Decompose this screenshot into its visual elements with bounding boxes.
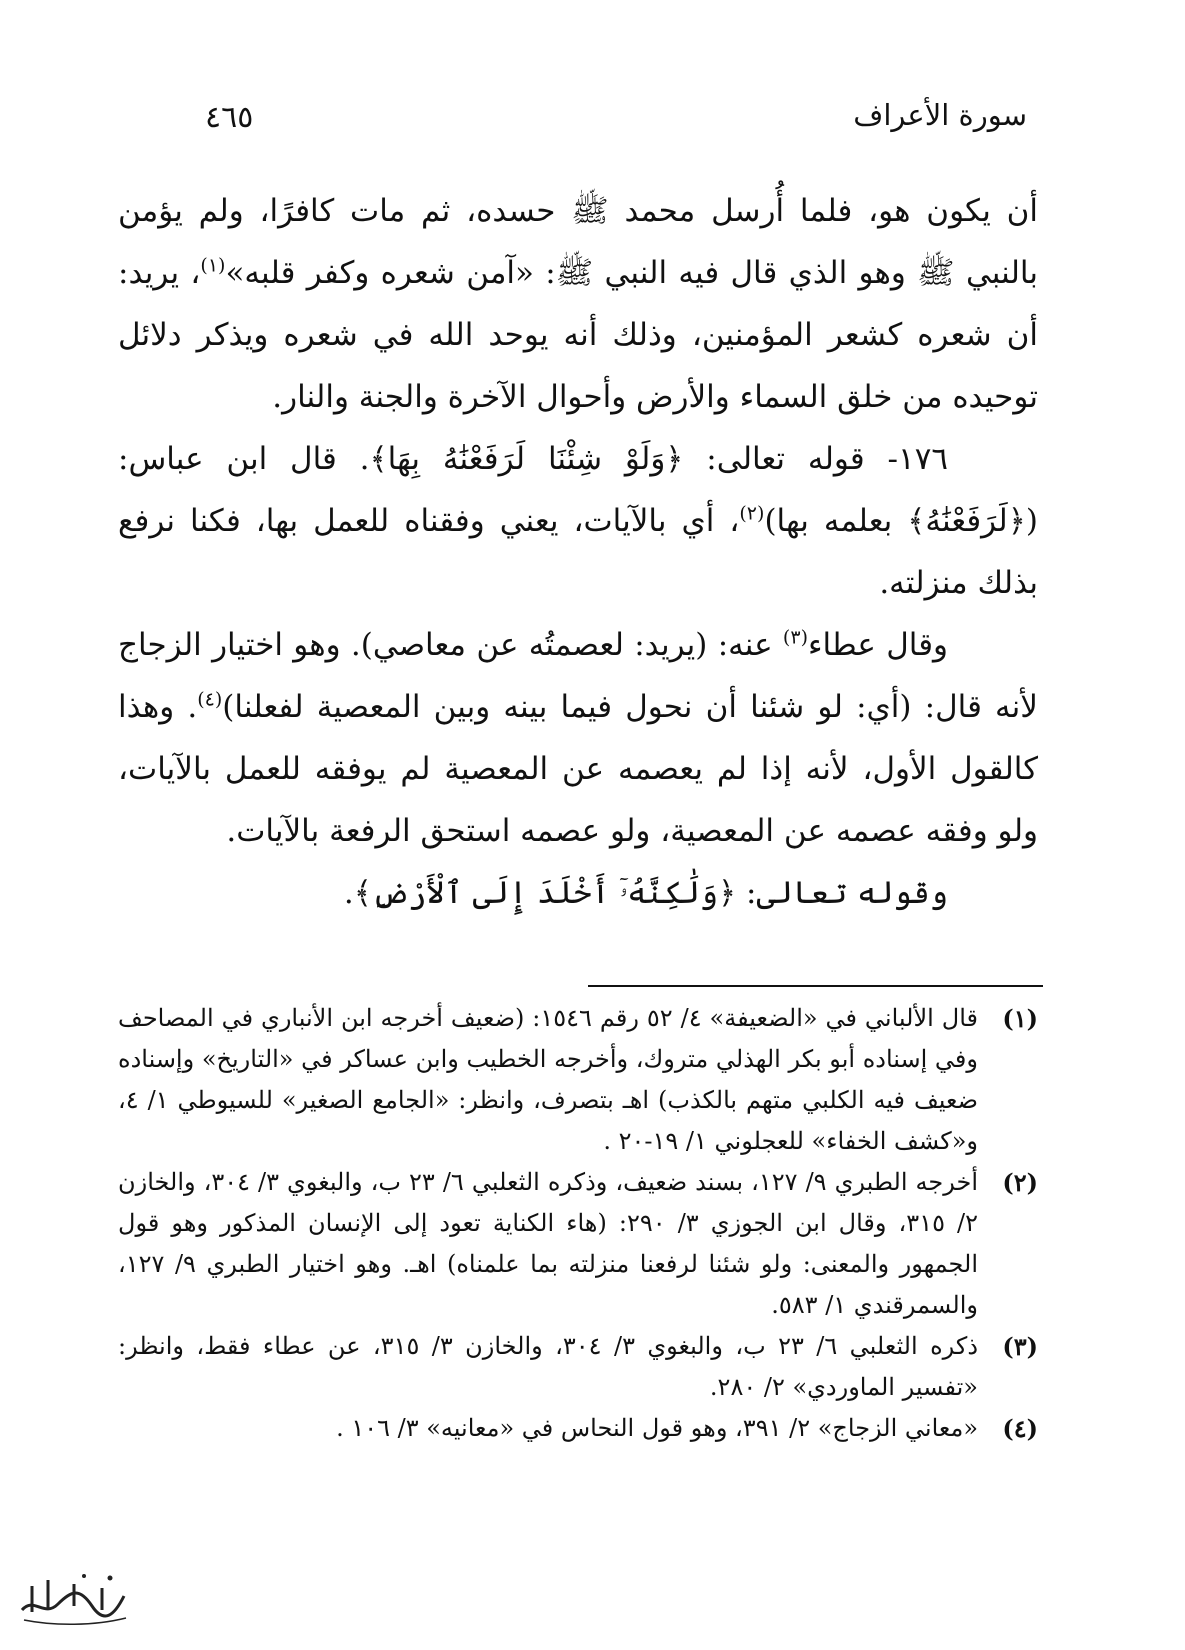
paragraph-2-text: ١٧٦- قوله تعالى: ﴿وَلَوْ شِئْنَا لَرَفَعْنَٰهُ بِهَا﴾. قال ابن عباس: (﴿لَرَفَعْنَٰهُ﴾ بعلمه بها) (118, 441, 1038, 539)
footnote-1 (118, 998, 1038, 1162)
footnote-text: «معاني الزجاج» ٢/ ٣٩١، وهو قول النحاس في «معانيه» ٣/ ١٠٦ . (336, 1414, 978, 1442)
footnote-text: أخرجه الطبري ٩/ ١٢٧، بسند ضعيف، وذكره الثعلبي ٦/ ٢٣ ب، والبغوي ٣/ ٣٠٤، والخازن ٢/ ٣١٥، وقال ابن الجوزي ٣/ ٢٩٠: (هاء الكناية تعود إلى الإنسان المذكور وهو قول الجمهور والمعنى: ولو شئنا لرفعنا منزلته بما علمناه) اهـ. وهو اختيار الطبري ٩/ ١٢٧، والسمرقندي ١/ ٥٨٣. (118, 1168, 978, 1319)
paragraph-1 (118, 180, 1038, 428)
paragraph-3-start: وقال عطاء (807, 627, 948, 663)
paragraph-3-end: . وهذا كالقول الأول، لأنه إذا لم يعصمه عن المعصية لم يوفقه للعمل بالآيات، ولو وفقه عصمه عن المعصية، ولو عصمه استحق الرفعة بالآيات. (118, 689, 1038, 849)
footnote-ref-1: (١) (200, 254, 226, 277)
paragraph-2 (118, 428, 1038, 614)
footnote-number: (٤) (1002, 1414, 1038, 1443)
footnote-number: (٣) (1002, 1332, 1038, 1361)
paragraph-4: وقوله تعالى: ﴿وَلَٰكِنَّهُۥٓ أَخْلَدَ إِلَى ٱلْأَرْضِ﴾. (343, 875, 948, 911)
footnote-text: ذكره الثعلبي ٦/ ٢٣ ب، والبغوي ٣/ ٣٠٤، والخازن ٣/ ٣١٥، عن عطاء فقط، وانظر: «تفسير الماوردي» ٢/ ٢٨٠. (118, 1332, 979, 1401)
page-number: ٤٦٥ (205, 100, 254, 135)
footnote-number: (٢) (1002, 1168, 1038, 1197)
surah-title: سورة الأعراف (853, 98, 1027, 132)
footnote-4 (118, 1408, 1038, 1449)
footnote-2 (118, 1162, 1038, 1326)
paragraph-3 (118, 614, 1038, 862)
paragraph-2-end: ، أي بالآيات، يعني وفقناه للعمل بها، فكنا نرفع بذلك منزلته. (118, 503, 1038, 601)
paragraph-1-end: ، يريد: أن شعره كشعر المؤمنين، وذلك أنه يوحد الله في شعره ويذكر دلائل توحيده من خلق السماء والأرض وأحوال الآخرة والجنة والنار. (118, 255, 1038, 415)
footnote-number: (١) (1002, 1004, 1038, 1033)
footnote-3 (118, 1326, 1038, 1408)
footnotes (118, 998, 1038, 1449)
main-text (118, 180, 1038, 924)
publisher-logo (14, 1566, 130, 1628)
footnote-text: قال الألباني في «الضعيفة» ٤/ ٥٢ رقم ١٥٤٦: (ضعيف أخرجه ابن الأنباري في المصاحف وفي إسناده أبو بكر الهذلي متروك، وأخرجه الخطيب وابن عساكر في «التاريخ» وإسناده ضعيف فيه الكلبي متهم بالكذب) اهـ بتصرف، وانظر: «الجامع الصغير» للسيوطي ١/ ٤، و«كشف الخفاء» للعجلوني ١/ ١٩-٢٠ . (118, 1004, 979, 1155)
footnote-ref-3: (٣) (782, 626, 808, 649)
footnote-divider (588, 985, 1043, 987)
footnote-ref-2: (٢) (739, 502, 765, 525)
footnote-ref-4: (٤) (197, 688, 223, 711)
paragraph-1-text: أن يكون هو، فلما أُرسل محمد ﷺ حسده، ثم مات كافرًا، ولم يؤمن بالنبي ﷺ وهو الذي قال فيه النبي ﷺ: «آمن شعره وكفر قلبه» (118, 193, 1039, 291)
paragraph-3-mid: عنه: (يريد: لعصمتُه عن معاصي). وهو اختيار الزجاج لأنه قال: (أي: لو شئنا أن نحول فيما بينه وبين المعصية لفعلنا) (118, 627, 1038, 725)
